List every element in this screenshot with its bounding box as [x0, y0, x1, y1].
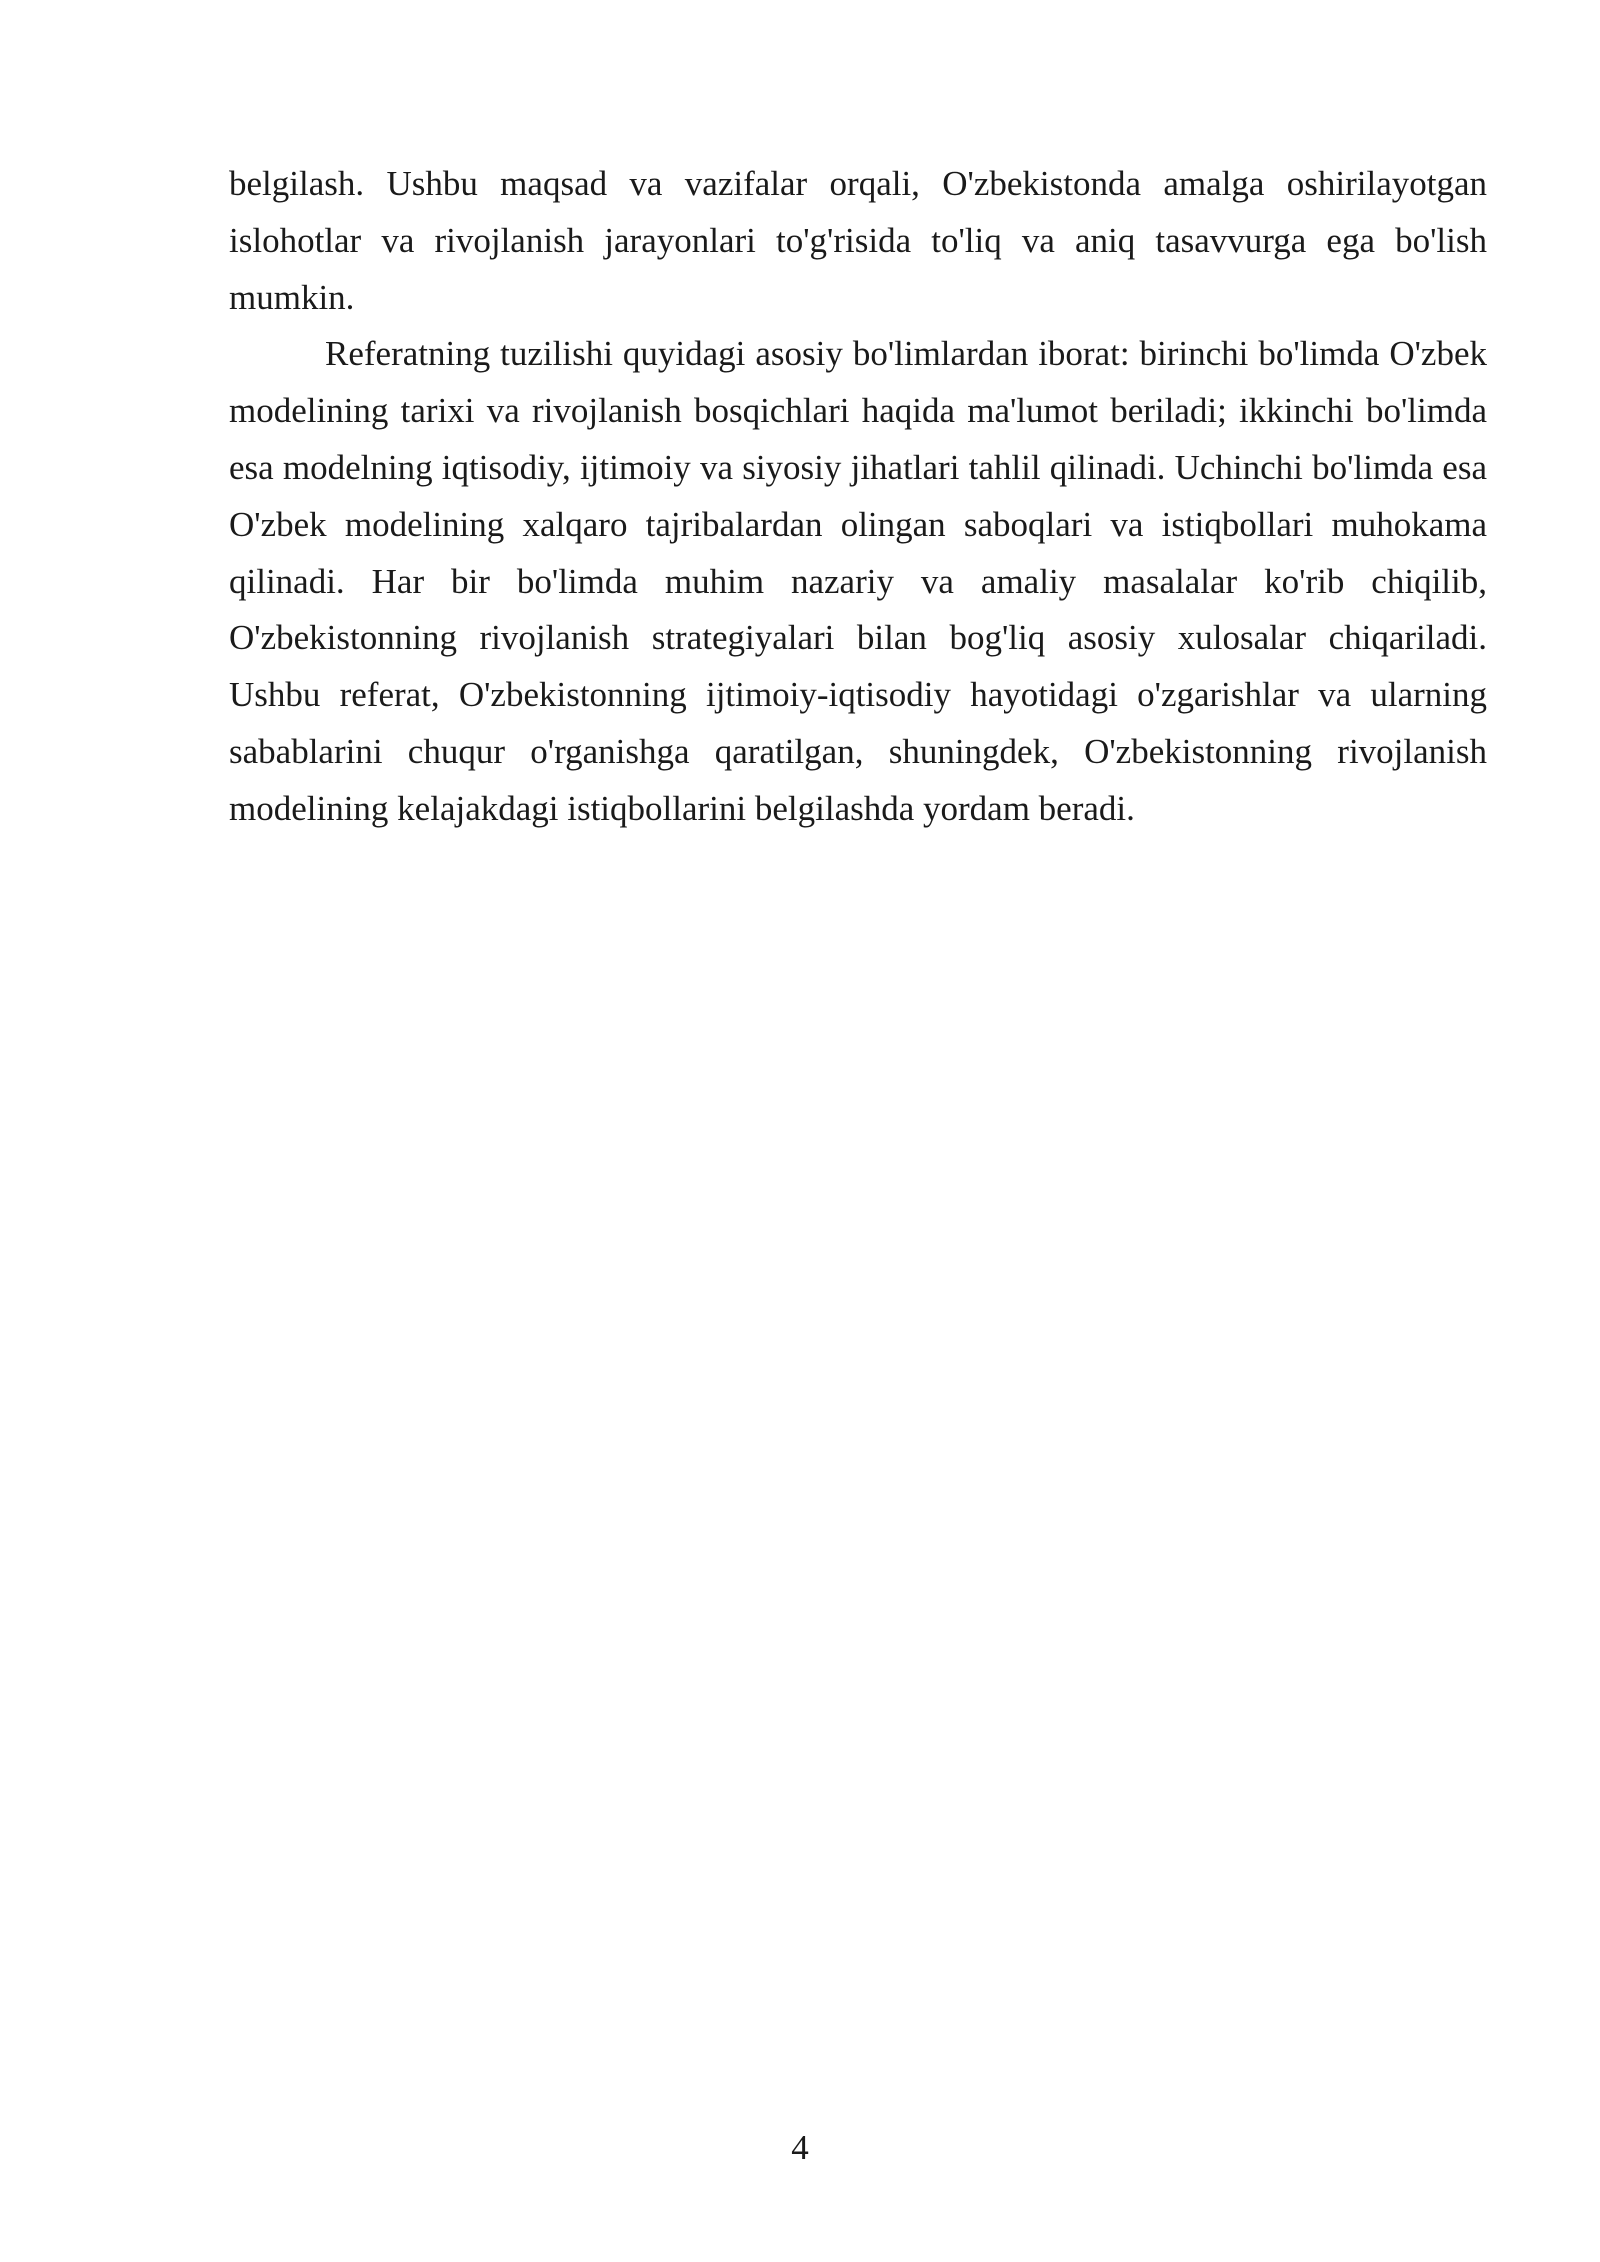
paragraph-continuation: belgilash. Ushbu maqsad va vazifalar orqali, O'zbekistonda amalga oshirilayotgan islohotlar va rivojlanish jarayonlari to'g'risida to'liq va aniq tasavvurga ega bo'lish mumkin. — [229, 164, 1487, 317]
page-number: 4 — [791, 2128, 809, 2167]
paragraph-structure: Referatning tuzilishi quyidagi asosiy bo'limlardan iborat: birinchi bo'limda O'zbek modelining tarixi va rivojlanish bosqichlari haqida ma'lumot beriladi; ikkinchi bo'limda esa modelning iqtisodiy, ijtimoiy va siyosiy jihatlari tahlil qilinadi. Uchinchi bo'limda esa O'zbek modelining xalqaro tajribalardan olingan saboqlari va istiqbollari muhokama qilinadi. Har bir bo'limda muhim nazariy va amaliy masalalar ko'rib chiqilib, O'zbekistonning rivojlanish strategiyalari bilan bog'liq asosiy xulosalar chiqariladi. Ushbu referat, O'zbekistonning ijtimoiy-iqtisodiy hayotidagi o'zgarishlar va ularning sabablarini chuqur o'rganishga qaratilgan, shuningdek, O'zbekistonning rivojlanish modelining kelajakdagi istiqbollarini belgilashda yordam beradi. — [229, 334, 1487, 828]
page-body — [229, 156, 1487, 838]
